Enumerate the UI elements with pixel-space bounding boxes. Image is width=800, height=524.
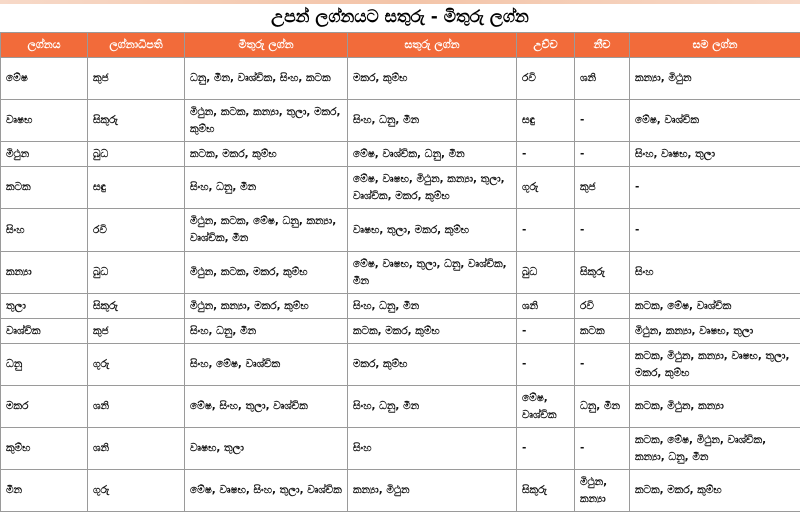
- cell-neutral: මේෂ, වෘශ්චික: [630, 100, 800, 142]
- cell-friendly: ධනු, මීන, වෘශ්චික, සිංහ, කටක: [185, 58, 348, 100]
- header-exalted: උච්ච: [517, 33, 575, 58]
- cell-enemy: මකර, කුම්භ: [348, 58, 517, 100]
- header-friendly: මිතුරු ලග්න: [185, 33, 348, 58]
- cell-debilitated: කටක: [575, 319, 630, 344]
- cell-lagna: කන්‍යා: [1, 252, 88, 294]
- table-row: [1, 344, 800, 386]
- table-row: [1, 319, 800, 344]
- cell-debilitated: රවි: [575, 294, 630, 319]
- cell-neutral: සිංහ: [630, 252, 800, 294]
- cell-neutral: මිථුන, කන්‍යා, වෘෂභ, තුලා: [630, 319, 800, 344]
- cell-lord: කුජ: [88, 319, 185, 344]
- cell-lagna: මේෂ: [1, 58, 88, 100]
- cell-lagna: සිංහ: [1, 209, 88, 252]
- cell-neutral: සිංහ, වෘෂභ, තුලා: [630, 142, 800, 167]
- cell-debilitated: -: [575, 209, 630, 252]
- cell-enemy: මකර, කුම්භ: [348, 344, 517, 386]
- cell-enemy: කටක, මකර, කුම්භ: [348, 319, 517, 344]
- header-neutral: සම ලග්න: [630, 33, 800, 58]
- cell-lord: ශනි: [88, 386, 185, 428]
- table-row: [1, 209, 800, 252]
- cell-lagna: වෘෂභ: [1, 100, 88, 142]
- cell-neutral: කටක, මේෂ, වෘශ්චික: [630, 294, 800, 319]
- cell-friendly: සිංහ, ධනු, මීන: [185, 319, 348, 344]
- cell-friendly: මිථුන, කටක, මේෂ, ධනු, කන්‍යා, වෘශ්චික, මීන: [185, 209, 348, 252]
- cell-lord: ශනි: [88, 428, 185, 470]
- cell-lord: ගුරු: [88, 344, 185, 386]
- cell-neutral: කටක, මකර, කුම්භ: [630, 470, 800, 512]
- cell-friendly: කටක, මකර, කුම්භ: [185, 142, 348, 167]
- cell-exalted: රවි: [517, 58, 575, 100]
- cell-friendly: මිථුන, කටක, කන්‍යා, තුලා, මකර, කුම්භ: [185, 100, 348, 142]
- table-row: [1, 386, 800, 428]
- cell-lord: සිකුරු: [88, 294, 185, 319]
- cell-exalted: මේෂ, වෘශ්චික: [517, 386, 575, 428]
- cell-exalted: -: [517, 319, 575, 344]
- cell-friendly: මිථුන, කටක, මකර, කුම්භ: [185, 252, 348, 294]
- cell-lagna: ධනු: [1, 344, 88, 386]
- cell-lord: කුජ: [88, 58, 185, 100]
- cell-lord: රවි: [88, 209, 185, 252]
- cell-debilitated: සිකුරු: [575, 252, 630, 294]
- header-debilitated: නීච: [575, 33, 630, 58]
- table-row: [1, 167, 800, 209]
- cell-exalted: -: [517, 428, 575, 470]
- cell-enemy: කන්‍යා, මිථුන: [348, 470, 517, 512]
- cell-lagna: වෘශ්චික: [1, 319, 88, 344]
- cell-friendly: මිථුන, කන්‍යා, මකර, කුම්භ: [185, 294, 348, 319]
- cell-friendly: මේෂ, වෘෂභ, සිංහ, තුලා, වෘශ්චික: [185, 470, 348, 512]
- page-title: උපන් ලග්නයට සතුරු - මිතුරු ලග්න: [271, 7, 529, 27]
- cell-friendly: වෘෂභ, තුලා: [185, 428, 348, 470]
- lagna-table: [0, 32, 800, 512]
- cell-neutral: කටක, මිථුන, කන්‍යා: [630, 386, 800, 428]
- cell-enemy: සිංහ, ධනු, මීන: [348, 294, 517, 319]
- cell-exalted: බුධ: [517, 252, 575, 294]
- cell-enemy: සිංහ, ධනු, මීන: [348, 386, 517, 428]
- cell-exalted: සිකුරු: [517, 470, 575, 512]
- table-row: [1, 428, 800, 470]
- header-lagna: ලග්නය: [1, 33, 88, 58]
- cell-enemy: වෘෂභ, තුලා, මකර, කුම්භ: [348, 209, 517, 252]
- cell-lagna: කටක: [1, 167, 88, 209]
- cell-debilitated: කුජ: [575, 167, 630, 209]
- cell-enemy: මේෂ, වෘෂභ, තුලා, ධනු, වෘශ්චික, මීන: [348, 252, 517, 294]
- cell-lord: බුධ: [88, 252, 185, 294]
- cell-lagna: මකර: [1, 386, 88, 428]
- table-row: [1, 100, 800, 142]
- header-enemy: සතුරු ලග්න: [348, 33, 517, 58]
- cell-enemy: මේෂ, වෘශ්චික, ධනු, මීන: [348, 142, 517, 167]
- cell-neutral: කටක, මේෂ, මිථුන, වෘශ්චික, කන්‍යා, ධනු, මීන: [630, 428, 800, 470]
- cell-neutral: කටක, මිථුන, කන්‍යා, වෘෂභ, තුලා, මකර, කුම්භ: [630, 344, 800, 386]
- table-row: [1, 252, 800, 294]
- cell-debilitated: මිථුන, කන්‍යා: [575, 470, 630, 512]
- cell-exalted: -: [517, 142, 575, 167]
- cell-enemy: සිංහ: [348, 428, 517, 470]
- cell-exalted: -: [517, 344, 575, 386]
- header-lord: ලග්නාධිපති: [88, 33, 185, 58]
- cell-lagna: මීන: [1, 470, 88, 512]
- table-row: [1, 470, 800, 512]
- cell-exalted: ශනි: [517, 294, 575, 319]
- table-row: [1, 58, 800, 100]
- cell-debilitated: ධනු, මීන: [575, 386, 630, 428]
- cell-friendly: සිංහ, මේෂ, වෘශ්චික: [185, 344, 348, 386]
- cell-debilitated: -: [575, 344, 630, 386]
- cell-lagna: මිථුන: [1, 142, 88, 167]
- cell-exalted: සඳු: [517, 100, 575, 142]
- table-row: [1, 142, 800, 167]
- cell-lord: බුධ: [88, 142, 185, 167]
- cell-debilitated: ශනි: [575, 58, 630, 100]
- cell-debilitated: -: [575, 100, 630, 142]
- cell-neutral: කන්‍යා, මිථුන: [630, 58, 800, 100]
- cell-enemy: මේෂ, වෘෂභ, මිථුන, කන්‍යා, තුලා, වෘශ්චික, මකර, කුම්භ: [348, 167, 517, 209]
- header-row: [1, 33, 800, 58]
- cell-debilitated: -: [575, 428, 630, 470]
- cell-neutral: -: [630, 167, 800, 209]
- cell-debilitated: -: [575, 142, 630, 167]
- cell-enemy: සිංහ, ධනු, මීන: [348, 100, 517, 142]
- cell-lord: සිකුරු: [88, 100, 185, 142]
- cell-lagna: කුම්භ: [1, 428, 88, 470]
- cell-lord: සඳු: [88, 167, 185, 209]
- cell-friendly: මේෂ, සිංහ, තුලා, වෘශ්චික: [185, 386, 348, 428]
- cell-lord: ගුරු: [88, 470, 185, 512]
- cell-lagna: තුලා: [1, 294, 88, 319]
- table-row: [1, 294, 800, 319]
- cell-neutral: -: [630, 209, 800, 252]
- cell-exalted: -: [517, 209, 575, 252]
- cell-friendly: සිංහ, ධනු, මීන: [185, 167, 348, 209]
- cell-exalted: ගුරු: [517, 167, 575, 209]
